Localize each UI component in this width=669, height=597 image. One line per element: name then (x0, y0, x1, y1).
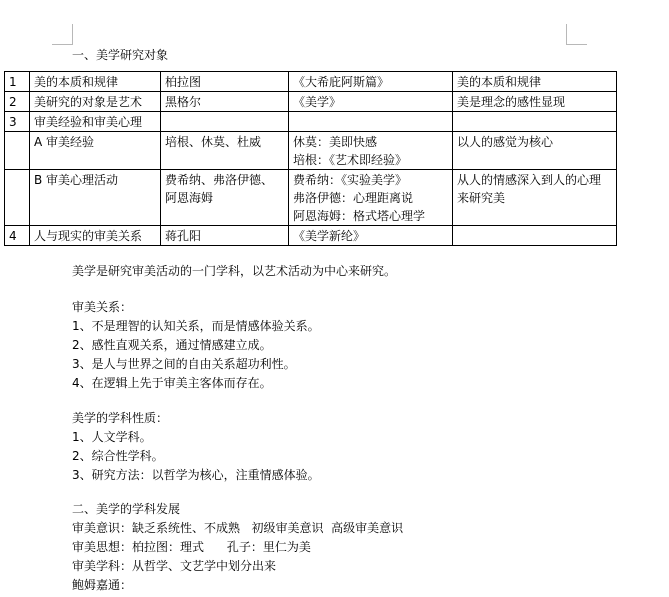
people-cell: 黑格尔 (161, 92, 289, 112)
table-row (5, 112, 617, 132)
page-corner-mark-left (52, 24, 73, 45)
note-cell: 美的本质和规律 (453, 72, 617, 92)
nature-item: 2、综合性学科。 (72, 449, 164, 463)
row-number: 3 (5, 112, 30, 132)
development-line: 鲍姆嘉通： (72, 578, 133, 592)
relation-item: 3、是人与世界之间的自由关系超功利性。 (72, 357, 296, 371)
note-cell: 以人的感觉为核心 (453, 132, 617, 170)
topic-cell: 美的本质和规律 (30, 72, 161, 92)
people-cell: 费希纳、弗洛伊德、阿恩海姆 (161, 170, 289, 226)
topic-cell: 审美经验和审美心理 (30, 112, 161, 132)
topic-cell: 美研究的对象是艺术 (30, 92, 161, 112)
section2-heading: 二、美学的学科发展 (72, 502, 181, 516)
row-number (5, 132, 30, 170)
works-cell (289, 72, 453, 92)
development-line: 审美思想：柏拉图：理式 孔子：里仁为美 (72, 540, 311, 554)
topic-cell: B 审美心理活动 (30, 170, 161, 226)
table-row (5, 92, 617, 112)
works-cell (289, 132, 453, 170)
work-line: 弗洛伊德：心理距离说 (293, 191, 414, 205)
works-cell (289, 226, 453, 246)
note-cell: 美是理念的感性显现 (453, 92, 617, 112)
nature-item: 3、研究方法：以哲学为核心，注重情感体验。 (72, 468, 320, 482)
work-line: 《美学》 (293, 95, 342, 109)
work-line: 休莫：美即快感 (293, 135, 378, 149)
note-cell (453, 226, 617, 246)
work-line: 培根：《艺术即经验》 (293, 153, 408, 167)
row-number: 4 (5, 226, 30, 246)
development-section (72, 500, 403, 595)
topic-cell: A 审美经验 (30, 132, 161, 170)
work-line: 费希纳：《实验美学》 (293, 173, 408, 187)
people-cell: 柏拉图 (161, 72, 289, 92)
nature-title: 美学的学科性质： (72, 411, 169, 425)
relation-item: 4、在逻辑上先于审美主客体而存在。 (72, 376, 272, 390)
development-line: 审美学科：从哲学、文艺学中划分出来 (72, 559, 277, 573)
works-cell (289, 112, 453, 132)
note-cell (453, 112, 617, 132)
page-corner-mark-right (566, 24, 587, 45)
nature-section (72, 409, 320, 485)
table-row (5, 226, 617, 246)
works-cell (289, 92, 453, 112)
row-number (5, 170, 30, 226)
row-number: 2 (5, 92, 30, 112)
work-line: 《大希庇阿斯篇》 (293, 75, 390, 89)
intro-paragraph: 美学是研究审美活动的一门学科，以艺术活动为中心来研究。 (72, 264, 397, 278)
work-line: 《美学新纶》 (293, 229, 366, 243)
table-row (5, 170, 617, 226)
people-cell (161, 112, 289, 132)
row-number: 1 (5, 72, 30, 92)
work-line: 阿恩海姆：格式塔心理学 (293, 209, 426, 223)
nature-item: 1、人文学科。 (72, 430, 152, 444)
people-cell: 培根、休莫、杜威 (161, 132, 289, 170)
relation-title: 审美关系： (72, 300, 133, 314)
relation-section (72, 298, 320, 393)
table-row (5, 72, 617, 92)
aesthetics-object-table (4, 71, 617, 246)
relation-item: 1、不是理智的认知关系，而是情感体验关系。 (72, 319, 320, 333)
note-cell: 从人的情感深入到人的心理来研究美 (453, 170, 617, 226)
development-line: 审美意识：缺乏系统性、不成熟 初级审美意识 高级审美意识 (72, 521, 404, 535)
topic-cell: 人与现实的审美关系 (30, 226, 161, 246)
works-cell (289, 170, 453, 226)
people-cell: 蒋孔阳 (161, 226, 289, 246)
table-row (5, 132, 617, 170)
relation-item: 2、感性直观关系，通过情感建立成。 (72, 338, 272, 352)
section1-heading: 一、美学研究对象 (72, 48, 169, 62)
